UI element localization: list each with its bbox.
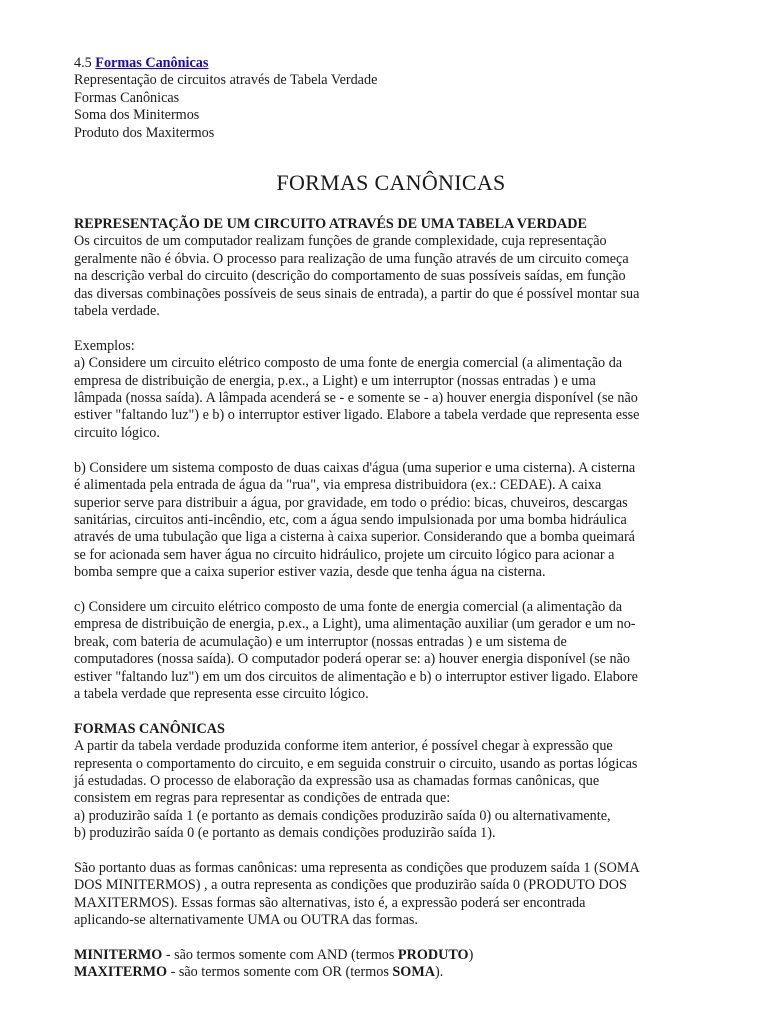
toc-link-formas-canonicas[interactable]: Formas Canônicas: [95, 55, 209, 71]
example-a-line: empresa de distribuição de energia, p.ex., a Light) e um interruptor (nossas entradas ) e uma: [74, 372, 596, 389]
paragraph-line: das diversas combinações possíveis de seus sinais de entrada), a partir do que é possível montar sua: [74, 285, 640, 302]
paragraph-line: São portanto duas as formas canônicas: uma representa as condições que produzem saída 1 (SOMA: [74, 859, 640, 876]
paragraph-line: A partir da tabela verdade produzida conforme item anterior, é possível chegar à expressão que: [74, 738, 613, 755]
example-c-line: computadores (nossa saída). O computador poderá operar se: a) houver energia disponível (se não: [74, 651, 631, 668]
definition-minitermo: [74, 947, 708, 964]
example-c-line: empresa de distribuição de energia, p.ex., a Light), uma alimentação auxiliar (um gerador e um no-: [74, 616, 636, 633]
paragraph-line: representa o comportamento do circuito, e em seguida construir o circuito, usando as portas lógicas: [74, 755, 638, 772]
spacer: [74, 442, 708, 459]
examples-label: Exemplos:: [74, 337, 135, 354]
page-title: FORMAS CANÔNICAS: [276, 170, 506, 196]
example-b-line: através de uma tubulação que liga a cisterna à caixa superior. Considerando que a bomba queimará: [74, 529, 635, 546]
term-minitermo: MINITERMO: [74, 947, 163, 963]
spacer: [74, 703, 708, 720]
paragraph-line: Os circuitos de um computador realizam funções de grande complexidade, cuja representação: [74, 233, 607, 250]
paragraph-line: MAXITERMOS). Essas formas são alternativas, isto é, a expressão poderá ser encontrada: [74, 894, 586, 911]
section-representacao: [74, 216, 708, 320]
spacer: [74, 320, 708, 337]
spacer: [74, 843, 708, 860]
section-formas-canonicas: [74, 721, 708, 930]
paragraph-line: tabela verdade.: [74, 303, 160, 320]
spacer: [74, 582, 708, 599]
term-soma: SOMA: [392, 964, 435, 981]
definition-text: ): [468, 947, 474, 963]
paragraph-line: aplicando-se alternativamente UMA ou OUTRA das formas.: [74, 912, 418, 929]
term-maxitermo: MAXITERMO: [74, 964, 168, 981]
paragraph-line: na descrição verbal do circuito (descrição do comportamento de suas possíveis saídas, em função: [74, 268, 626, 285]
toc-item: Representação de circuitos através de Tabela Verdade: [74, 72, 378, 89]
example-a-line: estiver "faltando luz") e b) o interruptor estiver ligado. Elabore a tabela verdade que representa esse: [74, 407, 640, 424]
paragraph-line: b) produzirão saída 0 (e portanto as demais condições produzirão saída 1).: [74, 825, 496, 842]
example-b-line: se for acionada sem haver água no circuito hidráulico, projete um circuito lógico para acionar a: [74, 546, 615, 563]
example-a-line: lâmpada (nossa saída). A lâmpada acenderá se - e somente se - a) houver energia disponível (se não: [74, 390, 638, 407]
section-heading: FORMAS CANÔNICAS: [74, 720, 225, 737]
example-a-line: circuito lógico.: [74, 424, 160, 441]
example-b-line: b) Considere um sistema composto de duas caixas d'água (uma superior e uma cisterna). A cisterna: [74, 459, 636, 476]
term-produto: PRODUTO: [397, 947, 469, 963]
examples-section: [74, 338, 708, 704]
example-c-line: c) Considere um circuito elétrico composto de uma fonte de energia comercial (a alimentação da: [74, 598, 623, 615]
example-c-line: a tabela verdade que representa esse circuito lógico.: [74, 685, 369, 702]
example-c-line: estiver "faltando luz") em um dos circuitos de alimentação e b) o interruptor estiver ligado. Elabore: [74, 668, 638, 685]
definition-maxitermo: [74, 964, 708, 981]
example-b-line: é alimentada pela entrada de água da "rua", via empresa distribuidora (ex.: CEDAE). A caixa: [74, 477, 602, 494]
paragraph-line: já estudadas. O processo de elaboração da expressão usa as chamadas formas canônicas, que: [74, 772, 600, 789]
definitions: [74, 947, 708, 982]
section-heading: REPRESENTAÇÃO DE UM CIRCUITO ATRAVÉS DE UMA TABELA VERDADE: [74, 216, 587, 233]
definition-text: - são termos somente com OR (termos: [167, 964, 393, 981]
definition-text: ).: [434, 964, 444, 981]
toc-heading-line: [74, 55, 708, 72]
paragraph-line: a) produzirão saída 1 (e portanto as demais condições produzirão saída 0) ou alternativamente,: [74, 807, 611, 824]
toc-item: Produto dos Maxitermos: [74, 124, 215, 141]
toc-item: Soma dos Minitermos: [74, 107, 200, 124]
paragraph-line: DOS MINITERMOS) , a outra representa as condições que produzirão saída 0 (PRODUTO DOS: [74, 877, 627, 894]
table-of-contents: [74, 55, 708, 142]
spacer: [74, 930, 708, 947]
definition-text: - são termos somente com AND (termos: [162, 947, 398, 963]
example-b-line: bomba sempre que a caixa superior estiver vazia, desde que tenha água na cisterna.: [74, 564, 546, 581]
example-a-line: a) Considere um circuito elétrico composto de uma fonte de energia comercial (a alimentação da: [74, 355, 623, 372]
example-c-line: break, com bateria de acumulação) e um interruptor (nossas entradas ) e um sistema de: [74, 633, 567, 650]
paragraph-line: consistem em regras para representar as condições de entrada que:: [74, 790, 451, 807]
toc-number: 4.5: [74, 55, 92, 71]
example-b-line: sanitárias, circuitos anti-incêndio, etc, com a água sendo impulsionada por uma bomba hidráulica: [74, 511, 627, 528]
example-b-line: superior serve para distribuir a água, por gravidade, em todo o prédio: bicas, chuveiros, descargas: [74, 494, 628, 511]
toc-item: Formas Canônicas: [74, 89, 180, 106]
paragraph-line: geralmente não é óbvia. O processo para realização de uma função através de um circuito começa: [74, 250, 629, 267]
